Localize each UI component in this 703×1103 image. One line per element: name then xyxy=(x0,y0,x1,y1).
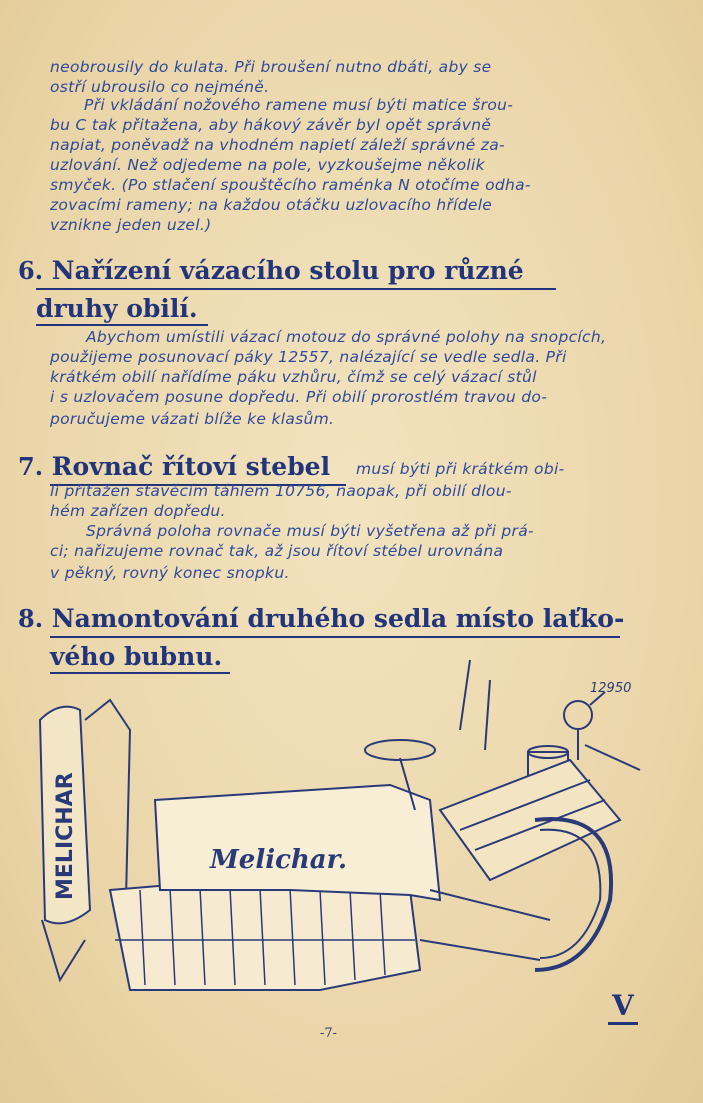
section-7-line: hém zařízen dopředu. xyxy=(50,502,226,520)
section-7-title: Rovnač řítoví stebel xyxy=(51,452,331,481)
section-6-underline-2 xyxy=(36,324,208,326)
section-6-heading xyxy=(18,256,524,285)
intro-line: zovacími rameny; na každou otáčku uzlovacího hřídele xyxy=(50,196,493,214)
intro-line: ostří ubrousilo co nejméně. xyxy=(50,78,270,96)
intro-line: Při vkládání nožového ramene musí býti matice šrou- xyxy=(84,96,514,114)
section-6-line: Abychom umístili vázací motouz do správné polohy na snopcích, xyxy=(86,328,607,346)
section-8-title-line1: Namontování druhého sedla místo laťko- xyxy=(51,604,625,633)
intro-line: vznikne jeden uzel.) xyxy=(50,216,212,234)
section-7-line: musí býti při krátkém obi- xyxy=(356,460,565,478)
intro-line: smyček. (Po stlačení spouštěcího raménka N otočíme odha- xyxy=(50,176,531,194)
section-6-title-line1: Nařízení vázacího stolu pro různé xyxy=(51,256,524,285)
binder-machine-illustration xyxy=(30,640,660,1020)
page-number: -7- xyxy=(320,1026,338,1041)
part-number-label: 12950 xyxy=(590,681,632,696)
section-6-title-line2: druhy obilí. xyxy=(36,294,198,323)
section-7-number: 7. xyxy=(18,452,44,481)
section-7-line: v pěkný, rovný konec snopku. xyxy=(50,564,290,582)
section-7-line: lí přitažen stavěcím táhlem 10756, naopak, při obilí dlou- xyxy=(50,482,512,500)
section-7-line: ci; nařizujeme rovnač tak, až jsou řítoví stébel urovnána xyxy=(50,542,504,560)
section-mark: V xyxy=(608,992,638,1025)
section-6-line: krátkém obilí nařídíme páku vzhůru, čímž se celý vázací stůl xyxy=(50,368,537,386)
intro-line: neobrousily do kulata. Při broušení nutno dbáti, aby se xyxy=(50,58,492,76)
section-6-underline xyxy=(36,288,556,290)
section-7-line: Správná poloha rovnače musí býti vyšetřena až při prá- xyxy=(86,522,534,540)
intro-line: bu C tak přitažena, aby hákový závěr byl opět správně xyxy=(50,116,492,134)
section-8-title-line2: vého bubnu. xyxy=(50,642,223,671)
section-6-line: použijeme posunovací páky 12557, nalézající se vedle sedla. Při xyxy=(50,348,567,366)
section-8-number: 8. xyxy=(18,604,44,633)
intro-line: napiat, poněvadž na vhodném napietí záleží správné za- xyxy=(50,136,505,154)
brand-script-label: Melichar. xyxy=(210,845,348,875)
brand-vertical-label: MELICHAR xyxy=(53,772,78,900)
section-6-line: i s uzlovačem posune dopředu. Při obilí prorostlém travou do- xyxy=(50,388,548,406)
section-7-heading xyxy=(18,452,330,481)
intro-line: uzlování. Než odjedeme na pole, vyzkoušejme několik xyxy=(50,156,485,174)
section-6-line: poručujeme vázati blíže ke klasům. xyxy=(50,410,335,428)
section-8-underline xyxy=(50,636,620,638)
section-6-number: 6. xyxy=(18,256,44,285)
section-8-heading xyxy=(18,604,624,633)
